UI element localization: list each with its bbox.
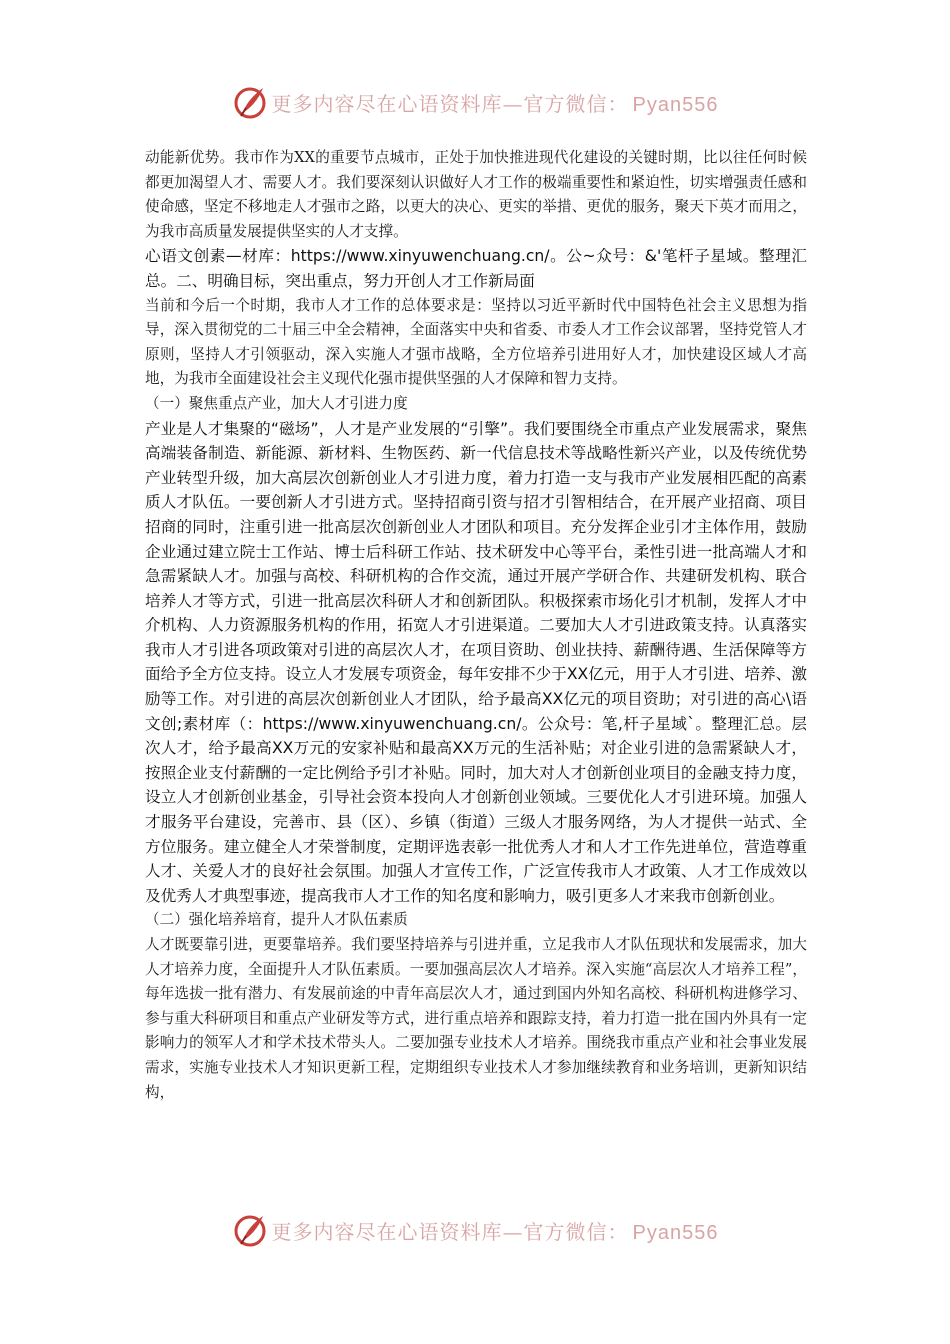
paragraph: 产业是人才集聚的“磁场”，人才是产业发展的“引擎”。我们要围绕全市重点产业发展需求，聚焦高端装备制造、新能源、新材料、生物医药、新一代信息技术等战略性新兴产业，以及传统优势产业转型升级，加大高层次创新创业人才引进力度，着力打造一支与我市产业发展相匹配的高素质人才队伍。一要创新人才引进方式。坚持招商引资与招才引智相结合，在开展产业招商、项目招商的同时，注重引进一批高层次创新创业人才团队和项目。充分发挥企业引才主体作用，鼓励企业通过建立院士工作站、博士后科研工作站、技术研发中心等平台，柔性引进一批高端人才和急需紧缺人才。加强与高校、科研机构的合作交流，通过开展产学研合作、共建研发机构、联合培养人才等方式，引进一批高层次科研人才和创新团队。积极探索市场化引才机制，发挥人才中介机构、人力资源服务机构的作用，拓宽人才引进渠道。二要加大人才引进政策支持。认真落实我市人才引进各项政策对引进的高层次人才，在项目资助、创业扶持、薪酬待遇、生活保障等方面给予全方位支持。设立人才发展专项资金，每年安排不少于XX亿元，用于人才引进、培养、激励等工作。对引进的高层次创新创业人才团队，给予最高XX亿元的项目资助；对引进的高心\语文创;素材库（：https://www.xinyuwenchuang.cn/。公众号：笔,杆子星域`。整理汇总。层次人才，给予最高XX万元的安家补贴和最高XX万元的生活补贴；对企业引进的急需紧缺人才，按照企业支付薪酬的一定比例给予引才补贴。同时，加大对人才创新创业项目的金融支持力度，设立人才创新创业基金，引导社会资本投向人才创新创业领域。三要优化人才引进环境。加强人才服务平台建设，完善市、县（区）、乡镇（街道）三级人才服务网络，为人才提供一站式、全方位服务。建立健全人才荣誉制度，定期评选表彰一批优秀人才和人才工作先进单位，营造尊重人才、关爱人才的良好社会氛围。加强人才宣传工作，广泛宣传我市人才政策、人才工作成效以及优秀人才典型事迹，提高我市人才工作的知名度和影响力，吸引更多人才来我市创新创业。 bbox=[145, 419, 807, 905]
watermark-paragraph: 心语文创素—材库：https://www.xinyuwenchuang.cn/。公~众号：&'笔杆子星域。整理汇总。二、明确目标，突出重点，努力开创人才工作新局面 bbox=[145, 247, 807, 290]
banner-text bbox=[272, 1216, 719, 1245]
banner-text bbox=[272, 88, 719, 117]
footer-banner bbox=[0, 1208, 950, 1252]
paragraph: 动能新优势。我市作为XX的重要节点城市，正处于加快推进现代化建设的关键时期，比以往任何时候都更加渴望人才、需要人才。我们要深刻认识做好人才工作的极端重要性和紧迫性，切实增强责任感和使命感，坚定不移地走人才强市之路，以更大的决心、更实的举措、更优的服务，聚天下英才而用之，为我市高质量发展提供坚实的人才支撑。 bbox=[145, 149, 807, 240]
banner-title: 更多内容尽在心语资料库—官方微信： bbox=[271, 1219, 629, 1244]
banner-brand: Pyan556 bbox=[632, 1221, 719, 1244]
document-body bbox=[145, 146, 807, 1105]
section-heading: （二）强化培养培育，提升人才队伍素质 bbox=[145, 911, 408, 929]
quill-logo-icon bbox=[232, 1212, 268, 1248]
paragraph: 当前和今后一个时期，我市人才工作的总体要求是：坚持以习近平新时代中国特色社会主义思想为指导，深入贯彻党的二十届三中全会精神，全面落实中央和省委、市委人才工作会议部署，坚持党管人才原则，坚持人才引领驱动，深入实施人才强市战略，全方位培养引进用好人才，加快建设区域人才高地，为我市全面建设社会主义现代化强市提供坚强的人才保障和智力支持。 bbox=[145, 296, 807, 388]
section-heading: （一）聚焦重点产业，加大人才引进力度 bbox=[145, 394, 408, 412]
banner-title: 更多内容尽在心语资料库—官方微信： bbox=[271, 91, 629, 116]
banner-brand: Pyan556 bbox=[632, 93, 719, 116]
header-banner bbox=[0, 80, 950, 124]
quill-logo-icon bbox=[232, 84, 268, 120]
paragraph: 人才既要靠引进，更要靠培养。我们要坚持培养与引进并重，立足我市人才队伍现状和发展需求，加大人才培养力度，全面提升人才队伍素质。一要加强高层次人才培养。深入实施“高层次人才培养工程”，每年选拔一批有潜力、有发展前途的中青年高层次人才，通过到国内外知名高校、科研机构进修学习、参与重大科研项目和重点产业研发等方式，进行重点培养和跟踪支持，着力打造一批在国内外具有一定影响力的领军人才和学术技术带头人。二要加强专业技术人才培养。围绕我市重点产业和社会事业发展需求，实施专业技术人才知识更新工程，定期组织专业技术人才参加继续教育和业务培训，更新知识结构， bbox=[145, 936, 807, 1101]
